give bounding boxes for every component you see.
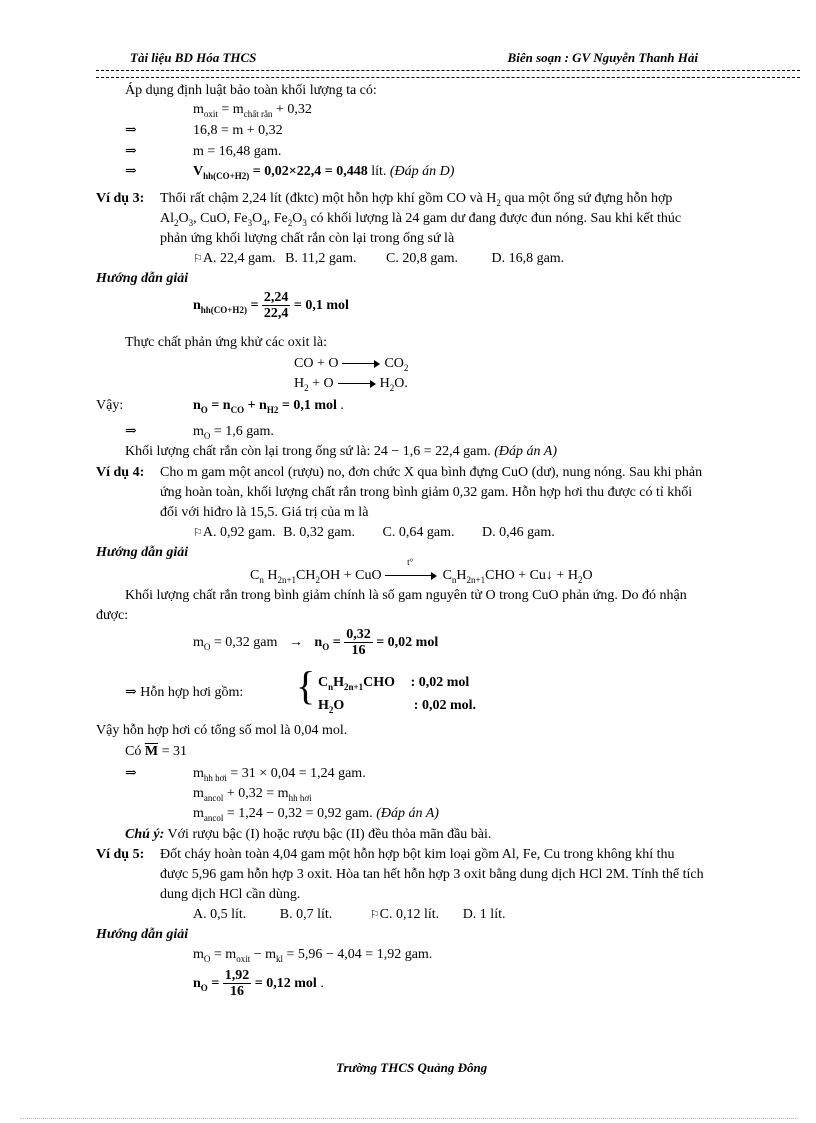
example-4-label: Ví dụ 4: — [96, 465, 145, 480]
option-a: A. 22,4 gam. — [202, 251, 276, 266]
equation-1: $m_{oxit} = m_{chất rắn} + 0,32$ — [193, 102, 312, 119]
so-label: Vậy: — [96, 398, 124, 413]
example-4-text: Cho m gam một ancol (rượu) no, đơn chức X qua bình đựng CuO (dư), nung nóng. Sau khi phản — [160, 465, 703, 480]
header-left: Tài liệu BD Hóa THCS — [130, 50, 257, 65]
fraction: $\frac{2,24}{22,4}$ — [263, 290, 289, 322]
real-reaction-text: Thực chất phản ứng khử các oxit là: — [125, 335, 327, 350]
answer-note: (Đáp án D) — [389, 164, 455, 179]
fraction: $\frac{0,32}{16}$ — [346, 627, 371, 659]
option-a: A. 0,92 gam. — [202, 525, 276, 540]
mixture-label: ⇒ Hỗn hợp hơi gồm: — [125, 685, 244, 700]
guide-heading: Hướng dẫn giải — [96, 271, 189, 286]
remaining-mass: Khối lượng chất rắn còn lại trong ống sứ là: 24 − 1,6 = 22,4 gam. (Đáp án A) — [125, 444, 557, 459]
option-b: B. 0,32 gam. — [283, 525, 356, 540]
example-4-line3: đối với hiđro là 15,5. Giá trị của m là — [160, 505, 369, 520]
arrow-icon — [338, 380, 376, 388]
example-3-options — [193, 250, 564, 268]
equation-4: $V_{hh(CO+H2)} = 0,02\times 22,4 = 0,448$ lít. (Đáp án D) — [193, 164, 455, 181]
mass-o: $m_O = 1,6$ gam. — [193, 424, 274, 441]
option-c: C. 20,8 gam. — [386, 251, 458, 266]
mass-o-calc: $m_O = m_{oxit} - m_{kl} = 5,96 - 4,04 = 1,92$ gam. — [193, 947, 433, 964]
implies-symbol: ⇒ — [125, 424, 137, 439]
option-c: C. 0,64 gam. — [382, 525, 455, 540]
header-divider — [96, 70, 800, 78]
explanation-end: được: — [96, 608, 129, 623]
brace-icon: { — [296, 663, 316, 708]
mole-o-calc-2: $n_O$ = $\frac{1,92}{16}$ = 0,12 mol . — [193, 968, 324, 1000]
option-d: D. 1 lít. — [462, 907, 506, 922]
mass-alcohol: $m_{ancol} = 1,24 - 0,32 = 0,92$ gam. (Đáp án A) — [193, 806, 439, 823]
equation-3: m = 16,48 gam. — [193, 144, 282, 159]
flag-icon: ⚐ — [193, 253, 203, 265]
reaction-2: $H_2 + O$ $H_2O$. — [294, 376, 408, 393]
option-c: C. 0,12 lít. — [379, 907, 440, 922]
guide-heading: Hướng dẫn giải — [96, 545, 189, 560]
equation-2: 16,8 = m + 0,32 — [193, 123, 283, 138]
implies-symbol: ⇒ — [125, 123, 137, 138]
explanation: Khối lượng chất rắn trong bình giảm chính là số gam nguyên tử O trong CuO phản ứng. Do đó nhận — [125, 588, 687, 603]
mass-balance: $m_{ancol} + 0,32 = m_{hh hơi}$ — [193, 786, 312, 803]
implies-symbol: ⇒ — [125, 144, 137, 159]
example-4-options — [193, 524, 555, 542]
mole-calc-1: $n_{hh(CO+H2)}$ = $\frac{2,24}{22,4}$ = 0,1 mol — [193, 290, 349, 322]
arrow-icon — [385, 572, 437, 580]
implies-symbol: ⇒ — [125, 164, 137, 179]
guide-heading: Hướng dẫn giải — [96, 927, 189, 942]
mole-o-calc: $m_O = 0,32$ gam → $n_O$ = $\frac{0,32}{16}$ = 0,02 mol — [193, 627, 439, 659]
example-5-line2: được 5,96 gam hỗn hợp 3 oxit. Hòa tan hết hỗn hợp 3 oxit bằng dung dịch HCl 2M. Tính thể tích — [160, 867, 704, 882]
fraction: $\frac{1,92}{16}$ — [224, 968, 250, 1000]
mole-calc-2: $n_O = n_{CO} + n_{H2} = 0,1$ mol . — [193, 398, 344, 415]
header-right: Biên soạn : GV Nguyễn Thanh Hải — [507, 50, 698, 65]
option-a: A. 0,5 lít. — [193, 907, 247, 922]
option-b: B. 0,7 lít. — [279, 907, 333, 922]
mixture-component-2: $H_2O$ : 0,02 mol. — [318, 698, 476, 715]
mass-vapor: $m_{hh hơi} = 31 \times 0,04 = 1,24$ gam. — [193, 766, 366, 783]
reaction-1: CO + O $CO_2$ — [294, 356, 409, 373]
example-5-line3: dung dịch HCl cần dùng. — [160, 887, 301, 902]
arrow-icon — [342, 360, 380, 368]
example-4-line2: ứng hoàn toàn, khối lượng chất rắn trong bình giảm 0,32 gam. Hỗn hợp hơi thu được có tỉ khối — [160, 485, 693, 500]
example-5-options — [193, 906, 505, 924]
note: Chú ý: Với rượu bậc (I) hoặc rượu bậc (II) đều thỏa mãn đầu bài. — [125, 827, 492, 842]
example-3-line2: $Al_2O_3$, CuO, $Fe_3O_4$, $Fe_2O_3$ có khối lượng là 24 gam dư đang được đun nóng. Sau khi kết thúc — [160, 211, 682, 228]
avg-molar-mass: Có $\overline{M} = 31$ — [125, 744, 187, 759]
option-b: B. 11,2 gam. — [285, 251, 357, 266]
example-3-label: Ví dụ 3: — [96, 191, 145, 206]
intro-text: Áp dụng định luật bảo toàn khối lượng ta có: — [125, 83, 377, 98]
oxidation-reaction: $C_n$ $H_{2n+1}CH_2OH$ + CuO t° $C_nH_{2n+1}CHO$ + Cu↓ + $H_2O$ — [250, 557, 593, 586]
page-header — [130, 50, 698, 68]
option-d: D. 0,46 gam. — [482, 525, 555, 540]
total-moles: Vậy hỗn hợp hơi có tổng số mol là 0,04 mol. — [96, 723, 348, 738]
example-3-text: Thổi rất chậm 2,24 lít (đktc) một hỗn hợp khí gồm CO và $H_2$ qua một ống sứ đựng hỗn hợp — [160, 191, 673, 208]
bottom-divider — [20, 1118, 796, 1119]
flag-icon: ⚐ — [369, 909, 380, 921]
example-5-label: Ví dụ 5: — [96, 847, 145, 862]
flag-icon: ⚐ — [193, 527, 203, 539]
option-d: D. 16,8 gam. — [491, 251, 565, 266]
mixture-component-1: $C_nH_{2n+1}CHO$ : 0,02 mol — [318, 675, 470, 692]
example-5-text: Đốt cháy hoàn toàn 4,04 gam một hỗn hợp bột kim loại gồm Al, Fe, Cu trong không khí thu — [160, 847, 675, 862]
example-3-line3: phản ứng khối lượng chất rắn còn lại trong ống sứ là — [160, 231, 455, 246]
implies-symbol: ⇒ — [125, 766, 137, 781]
page-footer: Trường THCS Quảng Đông — [336, 1060, 488, 1075]
